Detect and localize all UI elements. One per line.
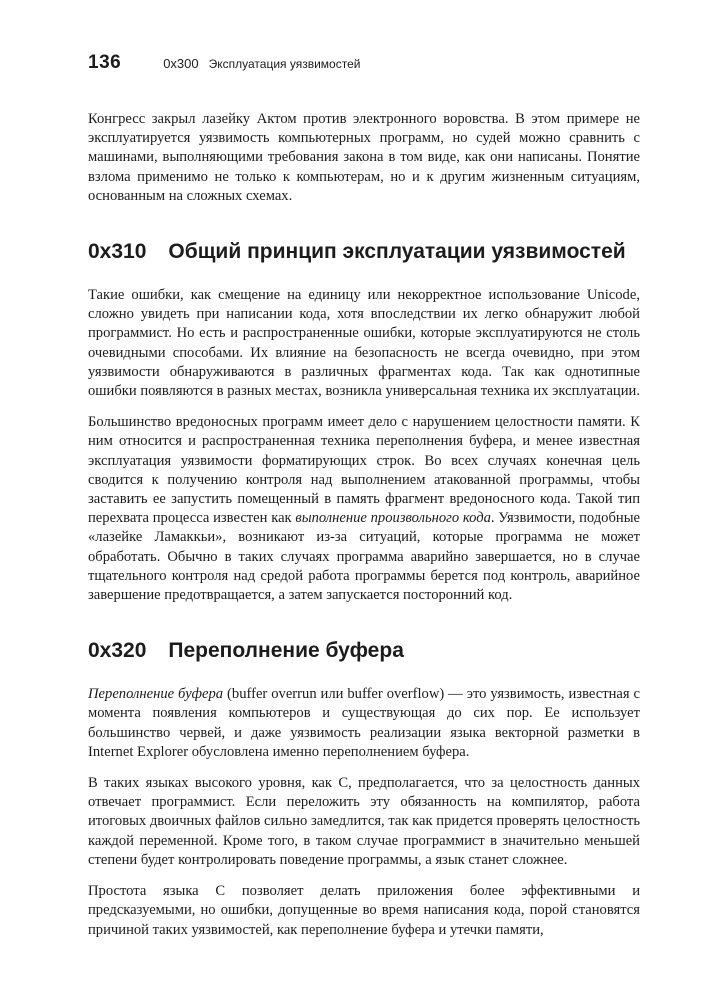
section-number: 0x310 — [88, 240, 147, 264]
paragraph-text: . Уязвимости, подобные «лазейке Ламаккьи», возникают из-за ситуаций, которые программа не может обработать. Обычно в таких случаях программа аварийно завершается, но в случае тщательного контроля над средой работа программы берется под контроль, аварийное завершение предотвращается, а затем запускается посторонний код. — [88, 510, 640, 604]
running-header — [88, 52, 640, 74]
paragraph: Такие ошибки, как смещение на единицу или некорректное использование Unicode, сложно увидеть при написании кода, хотя впоследствии их легко обнаружит любой программист. Но есть и распространенные ошибки, которые эксплуатируются не столь очевидными способами. Их влияние на безопасность не всегда очевидно, при этом уязвимости обнаруживаются в различных фрагментах кода. Так как однотипные ошибки появляются в разных местах, возникла универсальная техника их эксплуатации. — [88, 287, 640, 400]
paragraph-text: Большинство вредоносных программ имеет дело с нарушением целостности памяти. К ним относится и распространенная техника переполнения буфера, и менее известная эксплуатация уязвимости форматирующих строк. Во всех случаях конечная цель сводится к получению контроля над выполнением атакованной программы, чтобы заставить ее запустить помещенный в память фрагмент вредоносного кода. Такой тип перехвата процесса известен как — [88, 414, 640, 527]
section-title: Общий принцип эксплуатации уязвимостей — [168, 240, 626, 264]
header-title: Эксплуатация уязвимостей — [208, 57, 361, 71]
header-chapter: 0x300 — [163, 56, 199, 71]
book-page — [88, 52, 640, 952]
section-heading-0x320 — [88, 639, 640, 663]
section-number: 0x320 — [88, 639, 147, 663]
emphasis-term: выполнение произвольного кода — [295, 510, 491, 527]
paragraph-text: (buffer overrun или buffer overflow) — это уязвимость, известная с момента появления компьютеров и существующая до сих пор. Ее использует большинство червей, и даже уязвимость реализации языка векторной разметки в Internet Explorer обусловлена именно переполнением буфера. — [88, 686, 640, 760]
emphasis-term: Переполнение буфера — [88, 686, 224, 703]
intro-paragraph: Конгресс закрыл лазейку Актом против электронного воровства. В этом примере не эксплуатируется уязвимость компьютерных программ, но судей можно сравнить с машинами, выполняющими требования закона в том виде, как они написаны. Понятие взлома применимо не только к компьютерам, но и к другим жизненным ситуациям, основанным на сложных схемах. — [88, 111, 640, 204]
paragraph — [88, 685, 640, 762]
section-heading-0x310 — [88, 240, 640, 264]
section-title: Переполнение буфера — [168, 639, 404, 663]
paragraph: В таких языках высокого уровня, как C, предполагается, что за целостность данных отвечает программист. Если переложить эту обязанность на компилятор, работа итоговых двоичных файлов сильно замедлится, так как придется проверять целостность каждой переменной. Кроме того, в таком случае программист в значительно меньшей степени будет контролировать поведение программы, а язык станет сложнее. — [88, 775, 640, 868]
page-number: 136 — [88, 52, 122, 73]
paragraph: Простота языка C позволяет делать приложения более эффективными и предсказуемыми, но ошибки, допущенные во время написания кода, порой становятся причиной таких уязвимостей, как переполнение буфера и утечки памяти, — [88, 883, 640, 938]
paragraph — [88, 413, 640, 605]
